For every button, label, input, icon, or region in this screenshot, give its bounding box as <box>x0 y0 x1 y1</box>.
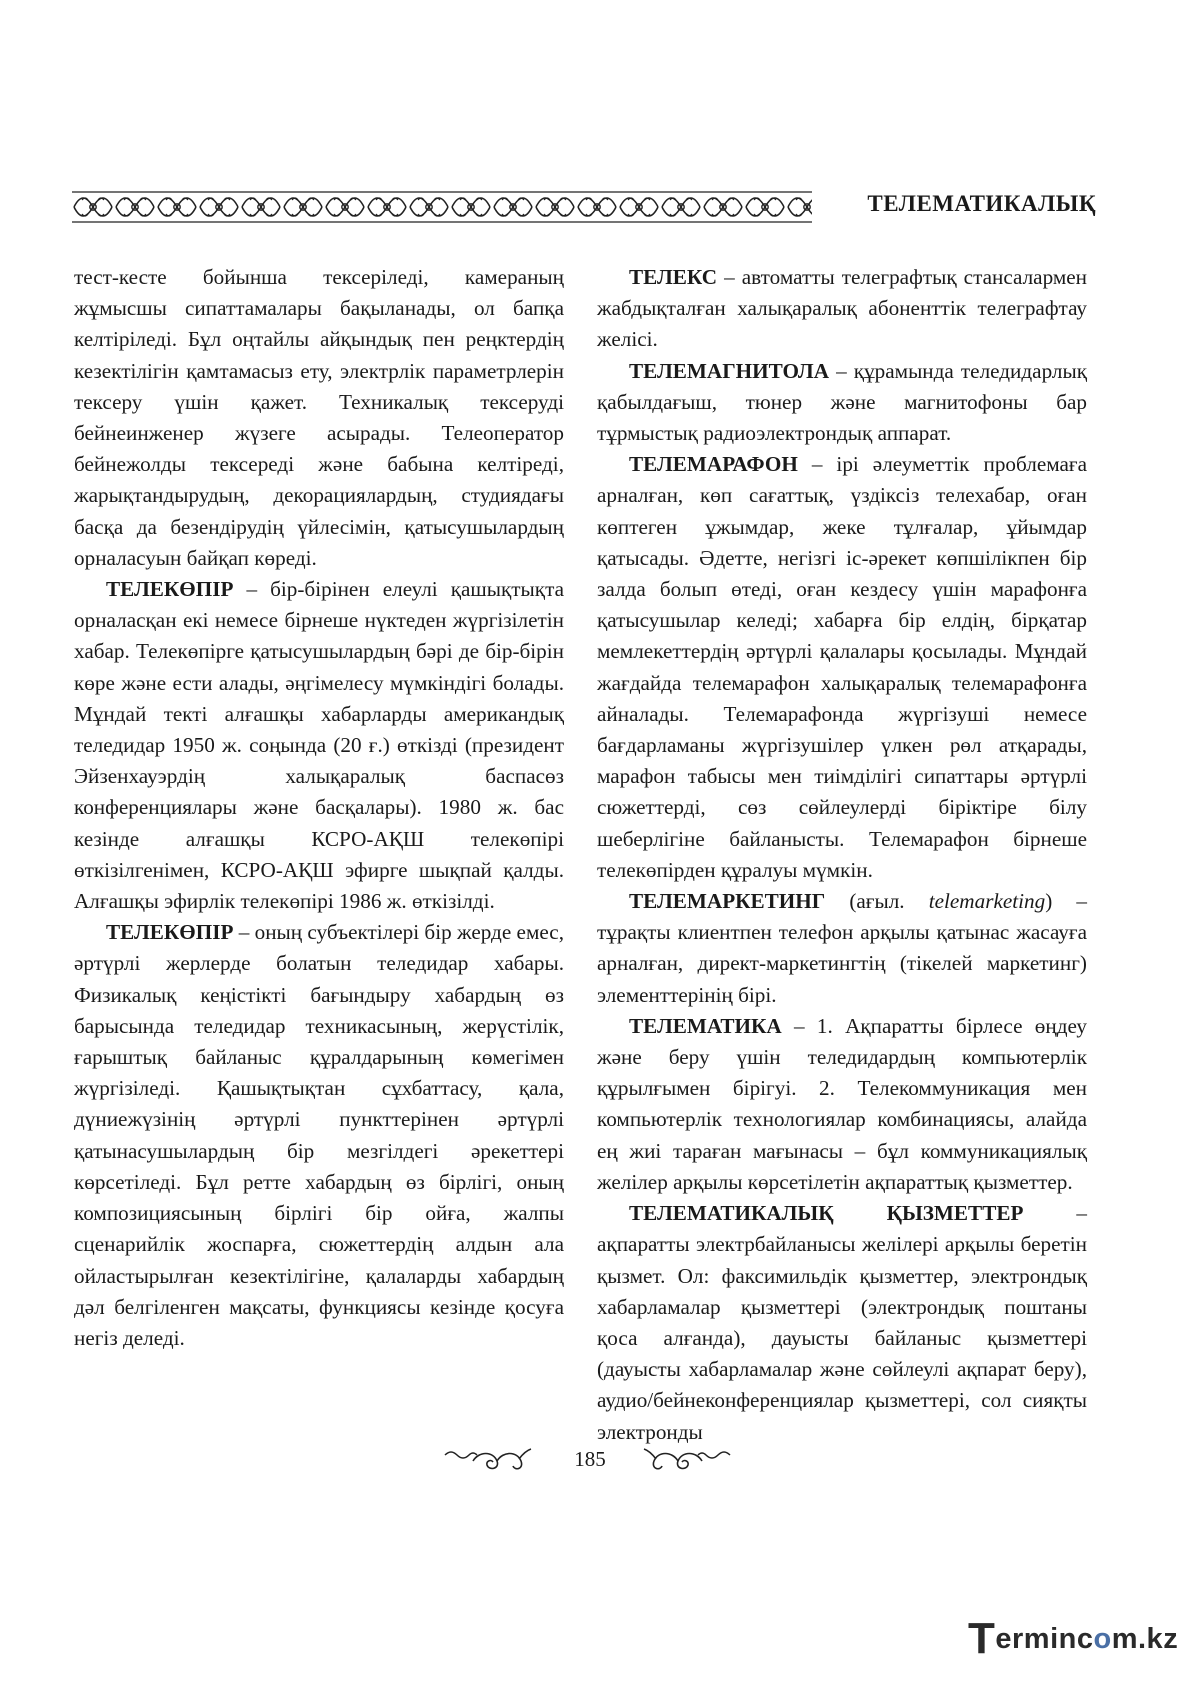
flourish-right-icon <box>642 1447 732 1473</box>
entry-foreign-word: telemarketing <box>928 889 1046 914</box>
entry-term: ТЕЛЕКӨПІР <box>106 577 234 602</box>
watermark-domain: m.kz <box>1111 1623 1179 1655</box>
entry-term: ТЕЛЕМАТИКАЛЫҚ ҚЫЗМЕТТЕР <box>629 1201 1024 1226</box>
entry-definition: – 1. Ақпаратты бірлесе өңдеу және беру үшін теледидардың компьютерлік құрылғымен бірігуі. 2. Телекоммуникация мен компьютерлік технологиялар комбинациясы, алайда ең жиі тараған мағынасы – бұл коммуникациялық желілер арқылы көрсетілетін ақпараттық қызметтер. <box>597 1013 1087 1194</box>
entry-definition: – оның субъектілері бір жерде емес, әртүрлі жерлерде болатын теледидар хабары. Физикалық кеңістікті бағындыру хабардың өз барысында теледидар техникасының, жерүстілік, ғарыштық байланыс құралдарының көмегімен жүргізіледі. Қашықтықтан сұхбаттасу, қала, дүниежүзінің әртүрлі пункттерінен әртүрлі қатынасушылардың бір мезгілдегі әрекеттері көрсетіледі. Бұл ретте хабардың өз бірлігі, оның композициясының бірлігі бір ойға, жалпы сценарийлік жоспарға, сюжеттердің алдын ала ойластырылған кезектілігіне, қалаларды хабардың дәл белгіленген мақсаты, функциясы кезінде қосуға негіз деледі. <box>74 920 564 1350</box>
dictionary-entry <box>597 262 1087 356</box>
dictionary-entry <box>597 449 1087 886</box>
site-watermark <box>968 1614 1179 1663</box>
right-column <box>597 262 1087 1448</box>
dictionary-entry <box>74 574 564 917</box>
entry-term: ТЕЛЕМАРАФОН <box>629 452 798 477</box>
entry-continuation: тест-кесте бойынша тексеріледі, камераның жұмысшы сипаттамалары бақыланады, ол бапқа келтіріледі. Бұл оңтайлы айқындық пен реңктердің кезектілігін қамтамасыз ету, электрлік параметрлерін тексеру үшін қажет. Техникалық тексеруді бейнеинженер жүзеге асырады. Телеоператор бейнежолды тексереді және бабына келтіреді, жарықтандырудың, декорациялардың, студиядағы басқа да безендірудің үйлесімін, қатысушылардың орналасуын байқап көреді. <box>74 265 564 570</box>
ornamental-header-band <box>72 190 812 224</box>
dictionary-entry <box>74 917 564 1354</box>
page-footer <box>0 1443 1191 1483</box>
dictionary-entry <box>597 356 1087 450</box>
entry-language-note: (ағыл. <box>825 889 929 914</box>
watermark-letter-t: T <box>968 1614 996 1663</box>
entry-definition: ) – тұрақты клиентпен телефон арқылы қатынас жасауға арналған, директ-маркетингтің (тікелей маркетинг) элементтерінің бірі. <box>597 889 1087 1007</box>
dictionary-entry <box>597 886 1087 1011</box>
watermark-text: erminc <box>995 1623 1094 1655</box>
dictionary-entry <box>597 1011 1087 1198</box>
entry-term: ТЕЛЕКС <box>629 265 718 289</box>
entry-definition: – ірі әлеуметтік проблемаға арналған, көп сағаттық, үздіксіз телехабар, оған көптеген ұжымдар, жеке тұлғалар, ұйымдар қатысады. Әдетте, негізгі іс-әрекет көпшілікпен бір залда болып өтеді, оған кездесу үшін марафонға қатысушылар келеді; хабарға бір елдің, бірқатар мемлекеттердің әртүрлі қалалары қосылады. Мұндай жағдайда телемарафон халықаралық телемарафонға айналады. Телемарафонда жүргізуші немесе бағдарламаны жүргізушілер үлкен рөл атқарады, марафон табысы мен тиімділігі сипаттары әртүрлі сюжеттерді, сөз сөйлеулерді біріктіре білу шеберлігіне байланысты. Телемарафон бірнеше телекөпірден құралуы мүмкін. <box>597 452 1087 882</box>
ornamental-band-icon <box>72 190 812 224</box>
running-head: ТЕЛЕМАТИКАЛЫҚ <box>867 191 1096 216</box>
entry-term: ТЕЛЕКӨПІР <box>106 920 234 945</box>
page-number: 185 <box>574 1447 606 1471</box>
entry-term: ТЕЛЕМАГНИТОЛА <box>629 358 830 383</box>
dictionary-entry <box>597 1198 1087 1448</box>
entry-definition: – автоматты телеграфтық стансалармен жабдықталған халықаралық абоненттік телеграфтау желісі. <box>597 265 1087 352</box>
entry-definition: – бір-бірінен елеулі қашықтықта орналасқан екі немесе бірнеше нүктеден жүргізілетін хабар. Телекөпірге қатысушылардың бәрі де бір-бірін көре және ести алады, әңгімелесу мүмкіндігі болады. Мұндай текті алғашқы хабарларды американдық теледидар 1950 ж. соңында (20 ғ.) өткізді (президент Эйзенхауэрдің халықаралық баспасөз конференциялары және басқалары). 1980 ж. бас кезінде алғашқы КСРО-АҚШ телекөпірі өткізілгенімен, КСРО-АҚШ эфирге шықпай қалды. Алғашқы эфирлік телекөпірі 1986 ж. өткізілді. <box>74 577 564 914</box>
entry-definition: – құрамында теледидарлық қабылдағыш, тюнер және магнитофоны бар тұрмыстық радиоэлектрондық аппарат. <box>597 358 1087 446</box>
left-column <box>74 262 564 1354</box>
entry-term: ТЕЛЕМАТИКА <box>629 1013 782 1038</box>
watermark-letter-o: o <box>1093 1623 1112 1655</box>
entry-term: ТЕЛЕМАРКЕТИНГ <box>629 889 826 914</box>
flourish-left-icon <box>443 1447 533 1473</box>
entry-definition: – ақпаратты электрбайланысы желілері арқылы беретін қызмет. Ол: факсимильдік қызметтер, электрондық хабарламалар қызметтері (электрондық поштаны қоса алғанда), дауысты байланыс қызметтері (дауысты хабарламалар және сөйлеулі ақпарат беру), аудио/бейнеконференциялар қызметтері, сол сияқты электронды <box>597 1201 1088 1444</box>
